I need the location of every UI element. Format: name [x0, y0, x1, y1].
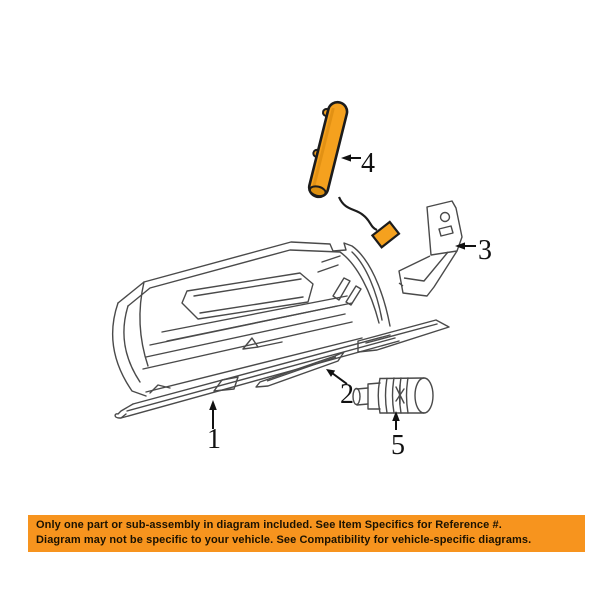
strut-connector — [372, 222, 399, 247]
callout-label-4: 4 — [361, 148, 375, 179]
latch-strip-drawing — [256, 352, 344, 387]
callout-label-1: 1 — [207, 424, 221, 455]
damper-strut-highlighted — [303, 99, 399, 247]
callout-label-5: 5 — [391, 430, 405, 461]
disclaimer-line-2: Diagram may not be specific to your vehicle. See Compatibility for vehicle-specific diagrams. — [36, 534, 532, 546]
glove-box-door-drawing — [115, 320, 449, 418]
lock-cylinder-drawing — [353, 378, 433, 413]
callout-label-3: 3 — [478, 235, 492, 266]
bracket-drawing — [399, 201, 462, 296]
strut-cord — [339, 197, 377, 230]
disclaimer-banner — [28, 515, 585, 552]
disclaimer-line-1: Only one part or sub-assembly in diagram included. See Item Specifics for Reference #. — [36, 519, 502, 531]
callout-label-2: 2 — [340, 379, 354, 410]
